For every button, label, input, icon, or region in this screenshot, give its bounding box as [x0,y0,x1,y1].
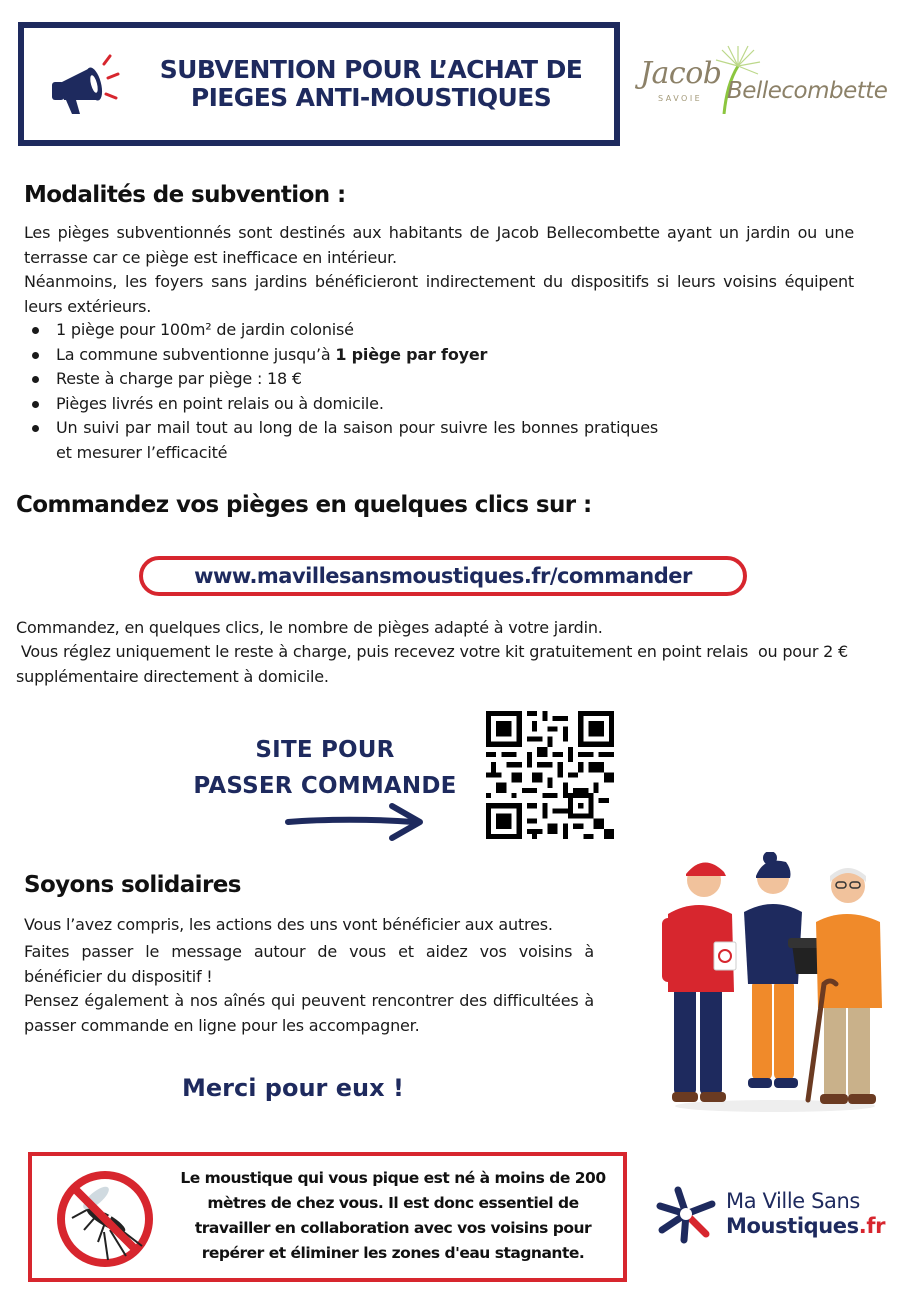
jacob-bellecombette-logo [632,44,894,124]
people-illustration [660,852,890,1114]
logo-line-2-text: Moustiques [726,1214,859,1238]
title-line-1: SUBVENTION POUR L’ACHAT DE [159,55,583,84]
logo-bellecombette-text: Bellecombette [727,78,888,104]
merci-text: Merci pour eux ! [182,1074,404,1102]
list-item-text: La commune subventionne jusqu’à [56,344,336,364]
logo-line-2 [726,1213,885,1239]
commande-heading: Commandez vos pièges en quelques clics sur : [16,492,592,518]
order-url-text: www.mavillesansmoustiques.fr/commander [194,564,692,588]
header-banner [18,22,620,146]
arrow-right-icon [284,800,426,844]
order-url-link[interactable] [139,556,747,596]
modalites-list [32,318,672,465]
no-mosquito-icon [54,1168,156,1270]
site-label [180,732,470,804]
list-item: Pièges livrés en point relais ou à domicile. [32,392,672,417]
burst-icon [656,1186,718,1244]
ma-ville-sans-moustiques-logo [656,1184,896,1246]
title-line-2: PIEGES ANTI-MOUSTIQUES [190,83,552,112]
modalites-paragraph-1: Les pièges subventionnés sont destinés aux habitants de Jacob Bellecombette ayant un jardin ou une terrasse car ce piège est inefficace en intérieur. [24,223,854,267]
megaphone-icon [50,54,120,116]
footer-text: Le moustique qui vous pique est né à moins de 200 mètres de chez vous. Il est donc essentiel de travailler en collaboration avec vos voisins pour repérer et éliminer les zones d'eau stagnante. [180,1169,606,1262]
logo-savoie-text: SAVOIE [658,94,703,103]
qr-code[interactable] [486,711,614,839]
logo-suffix: .fr [858,1214,886,1238]
logo-jacob-text: Jacob [640,56,722,91]
page-title [136,56,606,112]
list-item [32,343,672,368]
logo-line-1: Ma Ville Sans [726,1189,860,1213]
modalites-paragraph-2: Néanmoins, les foyers sans jardins bénéficieront indirectement du dispositifs si leurs voisins équipent leurs extérieurs. [24,272,854,316]
modalites-heading: Modalités de subvention : [24,182,346,208]
commande-paragraph-2: Vous réglez uniquement le reste à charge, puis recevez votre kit gratuitement en point relais ou pour 2 € supplémentaire directement à domicile. [16,642,853,686]
solidaires-paragraph-3: Pensez également à nos aînés qui peuvent rencontrer des difficultées à passer commande en ligne pour les accompagner. [24,991,594,1035]
list-item: 1 piège pour 100m² de jardin colonisé [32,318,672,343]
site-label-line-1: SITE POUR [255,737,395,763]
list-item: Un suivi par mail tout au long de la saison pour suivre les bonnes pratiques et mesurer l’efficacité [32,416,658,465]
commande-paragraph-1: Commandez, en quelques clics, le nombre de pièges adapté à votre jardin. [16,618,603,637]
solidaires-paragraph-1: Vous l’avez compris, les actions des uns vont bénéficier aux autres. [24,915,553,934]
solidaires-paragraph-2: Faites passer le message autour de vous et aidez vos voisins à bénéficier du dispositif ! [24,942,594,986]
list-item-bold-text: 1 piège par foyer [335,344,488,364]
footer-notice [28,1152,627,1282]
solidaires-heading: Soyons solidaires [24,872,241,898]
site-label-line-2: PASSER COMMANDE [193,773,457,799]
list-item: Reste à charge par piège : 18 € [32,367,672,392]
